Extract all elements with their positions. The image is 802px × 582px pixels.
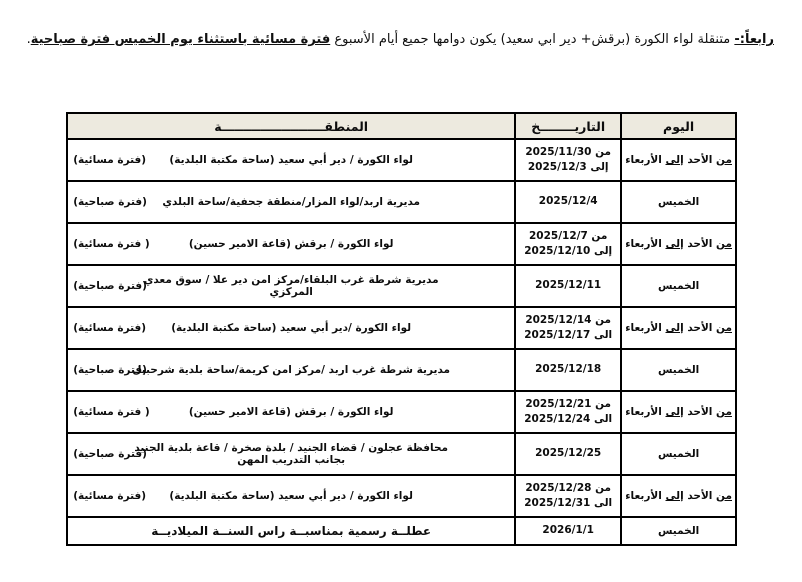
date-line: إلى 2025/12/10 — [524, 245, 613, 257]
day-single: الخميس — [657, 448, 700, 460]
day-end: الأربعاء — [625, 406, 662, 418]
day-cell — [621, 517, 736, 545]
date-cell — [515, 139, 621, 181]
table-row — [67, 181, 736, 223]
date-cell — [515, 265, 621, 307]
schedule-table-body — [67, 139, 736, 545]
date-line: 2026/1/1 — [542, 524, 594, 537]
day-cell — [621, 139, 736, 181]
region-cell — [67, 475, 515, 517]
period-label: (فترة صباحية) — [73, 196, 147, 208]
day-single: الخميس — [657, 280, 700, 292]
day-start: الأحد — [687, 238, 713, 250]
date-line: من 2025/11/30 — [525, 145, 612, 158]
day-from: من — [716, 406, 732, 418]
day-cell — [621, 475, 736, 517]
day-end: الأربعاء — [625, 154, 662, 166]
day-to: إلى — [665, 406, 684, 418]
period-label: (فترة مسائية) — [73, 490, 147, 502]
region-text: محافظة عجلون / قضاء الجنيد / بلدة صخرة / قاعة بلدية الجنيد بجانب التدريب المهن — [134, 442, 449, 466]
date-line: 2025/12/4 — [538, 195, 598, 208]
day-to: إلى — [665, 154, 684, 166]
date-cell — [515, 475, 621, 517]
date-line: 2025/12/18 — [535, 363, 602, 376]
header-region: المنطقــــــــــــــــــــــــة — [67, 113, 515, 139]
region-text: لواء الكورة /دير أبي سعيد (ساحة مكتبة البلدية) — [171, 322, 412, 334]
region-cell — [67, 307, 515, 349]
date-line: من 2025/12/28 — [525, 481, 612, 494]
table-row — [67, 517, 736, 545]
day-end: الأربعاء — [625, 322, 662, 334]
date-cell — [515, 181, 621, 223]
day-start: الأحد — [687, 154, 713, 166]
region-cell — [67, 391, 515, 433]
region-text: مديرية شرطة غرب البلقاء/مركز امن دير علا / سوق معدي المركزي — [143, 274, 439, 298]
day-cell — [621, 265, 736, 307]
date-cell — [515, 349, 621, 391]
region-cell — [67, 517, 515, 545]
day-cell — [621, 349, 736, 391]
table-row — [67, 139, 736, 181]
region-text: لواء الكورة / برقش (قاعة الامير حسين) — [188, 238, 394, 250]
region-text: مديرية شرطة غرب اربد /مركز امن كريمة/ساحة بلدية شرحبيل — [132, 364, 451, 376]
date-line: من 2025/12/14 — [525, 313, 612, 326]
date-cell — [515, 307, 621, 349]
region-cell — [67, 433, 515, 475]
date-line: الى 2025/12/17 — [524, 329, 613, 341]
date-cell — [515, 517, 621, 545]
day-range — [625, 322, 732, 334]
day-start: الأحد — [687, 406, 713, 418]
heading-body-text: متنقلة لواء الكورة (برقش+ دير ابي سعيد) يكون دوامها جميع أيام الأسبوع — [330, 32, 735, 47]
heading-emphasis-text: فترة مسائية باستثناء يوم الخميس فترة صباحية — [30, 32, 331, 47]
schedule-table — [66, 112, 737, 546]
day-range — [625, 490, 732, 502]
region-text: لواء الكورة / دير أبي سعيد (ساحة مكتبة البلدية) — [169, 490, 413, 502]
table-row — [67, 391, 736, 433]
date-cell — [515, 433, 621, 475]
day-from: من — [716, 154, 732, 166]
day-start: الأحد — [687, 322, 713, 334]
region-text: لواء الكورة / برقش (قاعة الامير حسين) — [188, 406, 394, 418]
day-single: الخميس — [657, 196, 700, 208]
day-end: الأربعاء — [625, 238, 662, 250]
table-row — [67, 433, 736, 475]
region-cell — [67, 223, 515, 265]
table-row — [67, 265, 736, 307]
header-row — [67, 113, 736, 139]
table-row — [67, 475, 736, 517]
heading-ordinal: رابعاً:- — [734, 32, 774, 47]
period-label: ( فترة مسائية) — [73, 238, 150, 250]
region-text: عطلــة رسمية بمناسبــة راس السنــة الميلاديــة — [151, 524, 432, 538]
day-from: من — [716, 490, 732, 502]
day-to: إلى — [665, 490, 684, 502]
day-to: إلى — [665, 238, 684, 250]
region-text: مديرية اربد/لواء المزار/منطقة جحفية/ساحة البلدي — [162, 196, 421, 208]
header-date: التاريــــــــخ — [515, 113, 621, 139]
day-range — [625, 154, 732, 166]
schedule-table-header — [67, 113, 736, 139]
period-label: (فترة صباحية) — [73, 448, 147, 460]
day-cell — [621, 433, 736, 475]
table-row — [67, 349, 736, 391]
header-day: اليوم — [621, 113, 736, 139]
document-heading — [24, 30, 774, 50]
date-cell — [515, 391, 621, 433]
period-label: (فترة صباحية) — [73, 364, 147, 376]
date-line: 2025/12/25 — [535, 447, 602, 460]
day-range — [625, 406, 732, 418]
period-label: (فترة صباحية) — [73, 280, 147, 292]
region-text: لواء الكورة / دير أبي سعيد (ساحة مكتبة البلدية) — [169, 154, 413, 166]
table-row — [67, 307, 736, 349]
region-cell — [67, 349, 515, 391]
day-single: الخميس — [657, 525, 700, 537]
date-line: إلى 2025/12/3 — [527, 161, 609, 173]
date-line: الى 2025/12/24 — [524, 413, 613, 425]
day-from: من — [716, 322, 732, 334]
period-label: (فترة مسائية) — [73, 322, 147, 334]
heading-period: . — [26, 32, 31, 47]
day-cell — [621, 223, 736, 265]
table-row — [67, 223, 736, 265]
date-cell — [515, 223, 621, 265]
region-cell — [67, 139, 515, 181]
day-range — [625, 238, 732, 250]
day-to: إلى — [665, 322, 684, 334]
date-line: من 2025/12/21 — [525, 397, 612, 410]
period-label: (فترة مسائية) — [73, 154, 147, 166]
day-cell — [621, 391, 736, 433]
region-cell — [67, 181, 515, 223]
date-line: الى 2025/12/31 — [524, 497, 613, 509]
day-single: الخميس — [657, 364, 700, 376]
day-cell — [621, 181, 736, 223]
date-line: 2025/12/11 — [535, 279, 602, 292]
day-start: الأحد — [687, 490, 713, 502]
day-cell — [621, 307, 736, 349]
day-from: من — [716, 238, 732, 250]
region-cell — [67, 265, 515, 307]
period-label: ( فترة مسائية) — [73, 406, 150, 418]
date-line: من 2025/12/7 — [528, 229, 608, 242]
day-end: الأربعاء — [625, 490, 662, 502]
